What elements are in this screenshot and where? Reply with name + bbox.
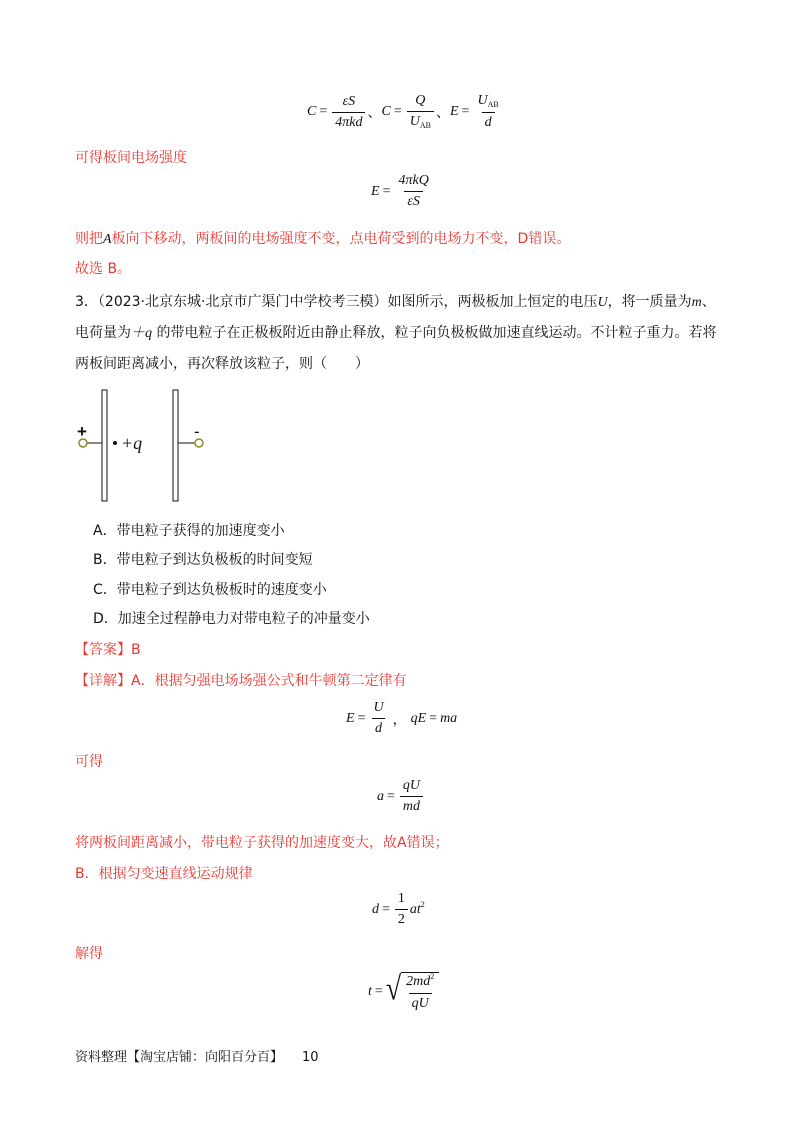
parallel-plate-figure <box>70 385 220 505</box>
formula-acceleration: a = $\frac{qU}{md}$ <box>377 777 425 816</box>
charge-label: +q <box>121 433 143 453</box>
option-d: D．加速全过程静电力对带电粒子的冲量变小 <box>93 611 370 627</box>
conclusion-a: 将两板间距离减小，带电粒子获得的加速度变大，故A错误； <box>75 835 449 851</box>
formula-time: t = √ $\frac{2md^2}{qU}$ <box>368 970 439 1013</box>
text-choose-b: 故选 B。 <box>75 261 132 277</box>
negative-plate <box>173 390 178 501</box>
minus-label: - <box>194 422 200 441</box>
page-number: 10 <box>302 1050 319 1065</box>
capacitance-formulas: C = $\frac{\varepsilon S}{\text{4πkd}}$ 、 C = $\frac{Q}{U_{AB}}$ 、 E = $\frac{U_{AB}}{d}$ <box>307 93 499 130</box>
formula-field-strength: E = $\frac{\text{4πkQ}}{\varepsilon S}$ <box>371 173 429 209</box>
formula-field-voltage: E = $\frac{U}{d}$ ， qE = ma <box>346 700 458 736</box>
question-line-2: 电荷量为＋q 的带电粒子在正极板附近由静止释放，粒子向负极板做加速直线运动。不计粒子重力。若将 <box>75 325 717 341</box>
text-keyi: 可得 <box>75 754 103 770</box>
text-field-strength-intro: 可得板间电场强度 <box>75 150 187 166</box>
plus-label: + <box>77 422 87 441</box>
footer-text: 资料整理【淘宝店铺：向阳百分百】 <box>75 1050 284 1065</box>
option-a: A．带电粒子获得的加速度变小 <box>93 523 285 539</box>
positive-plate <box>102 390 107 501</box>
formula-kinematics: d = $\frac{1}{2}$ $at^2$ <box>372 891 425 927</box>
option-c: C．带电粒子到达负极板时的速度变小 <box>93 582 327 598</box>
question-line-3: 两板间距离减小，再次释放该粒子，则（ ） <box>75 356 369 372</box>
question-line-1: 3．（2023·北京东城·北京市广渠门中学校考三模）如图所示，两极板加上恒定的电压U，将一质量为m、 <box>75 294 716 310</box>
detail-b: B．根据匀变速直线运动规律 <box>75 866 253 882</box>
text-jiede: 解得 <box>75 946 103 962</box>
option-b: B．带电粒子到达负极板的时间变短 <box>93 552 313 568</box>
detail-a: 【详解】A．根据匀强电场场强公式和牛顿第二定律有 <box>75 673 407 689</box>
text-conclusion-d: 则把A板向下移动，两板间的电场强度不变，点电荷受到的电场力不变，D错误。 <box>75 231 571 247</box>
charge-dot <box>113 441 117 445</box>
answer-label: 【答案】B <box>75 642 141 658</box>
